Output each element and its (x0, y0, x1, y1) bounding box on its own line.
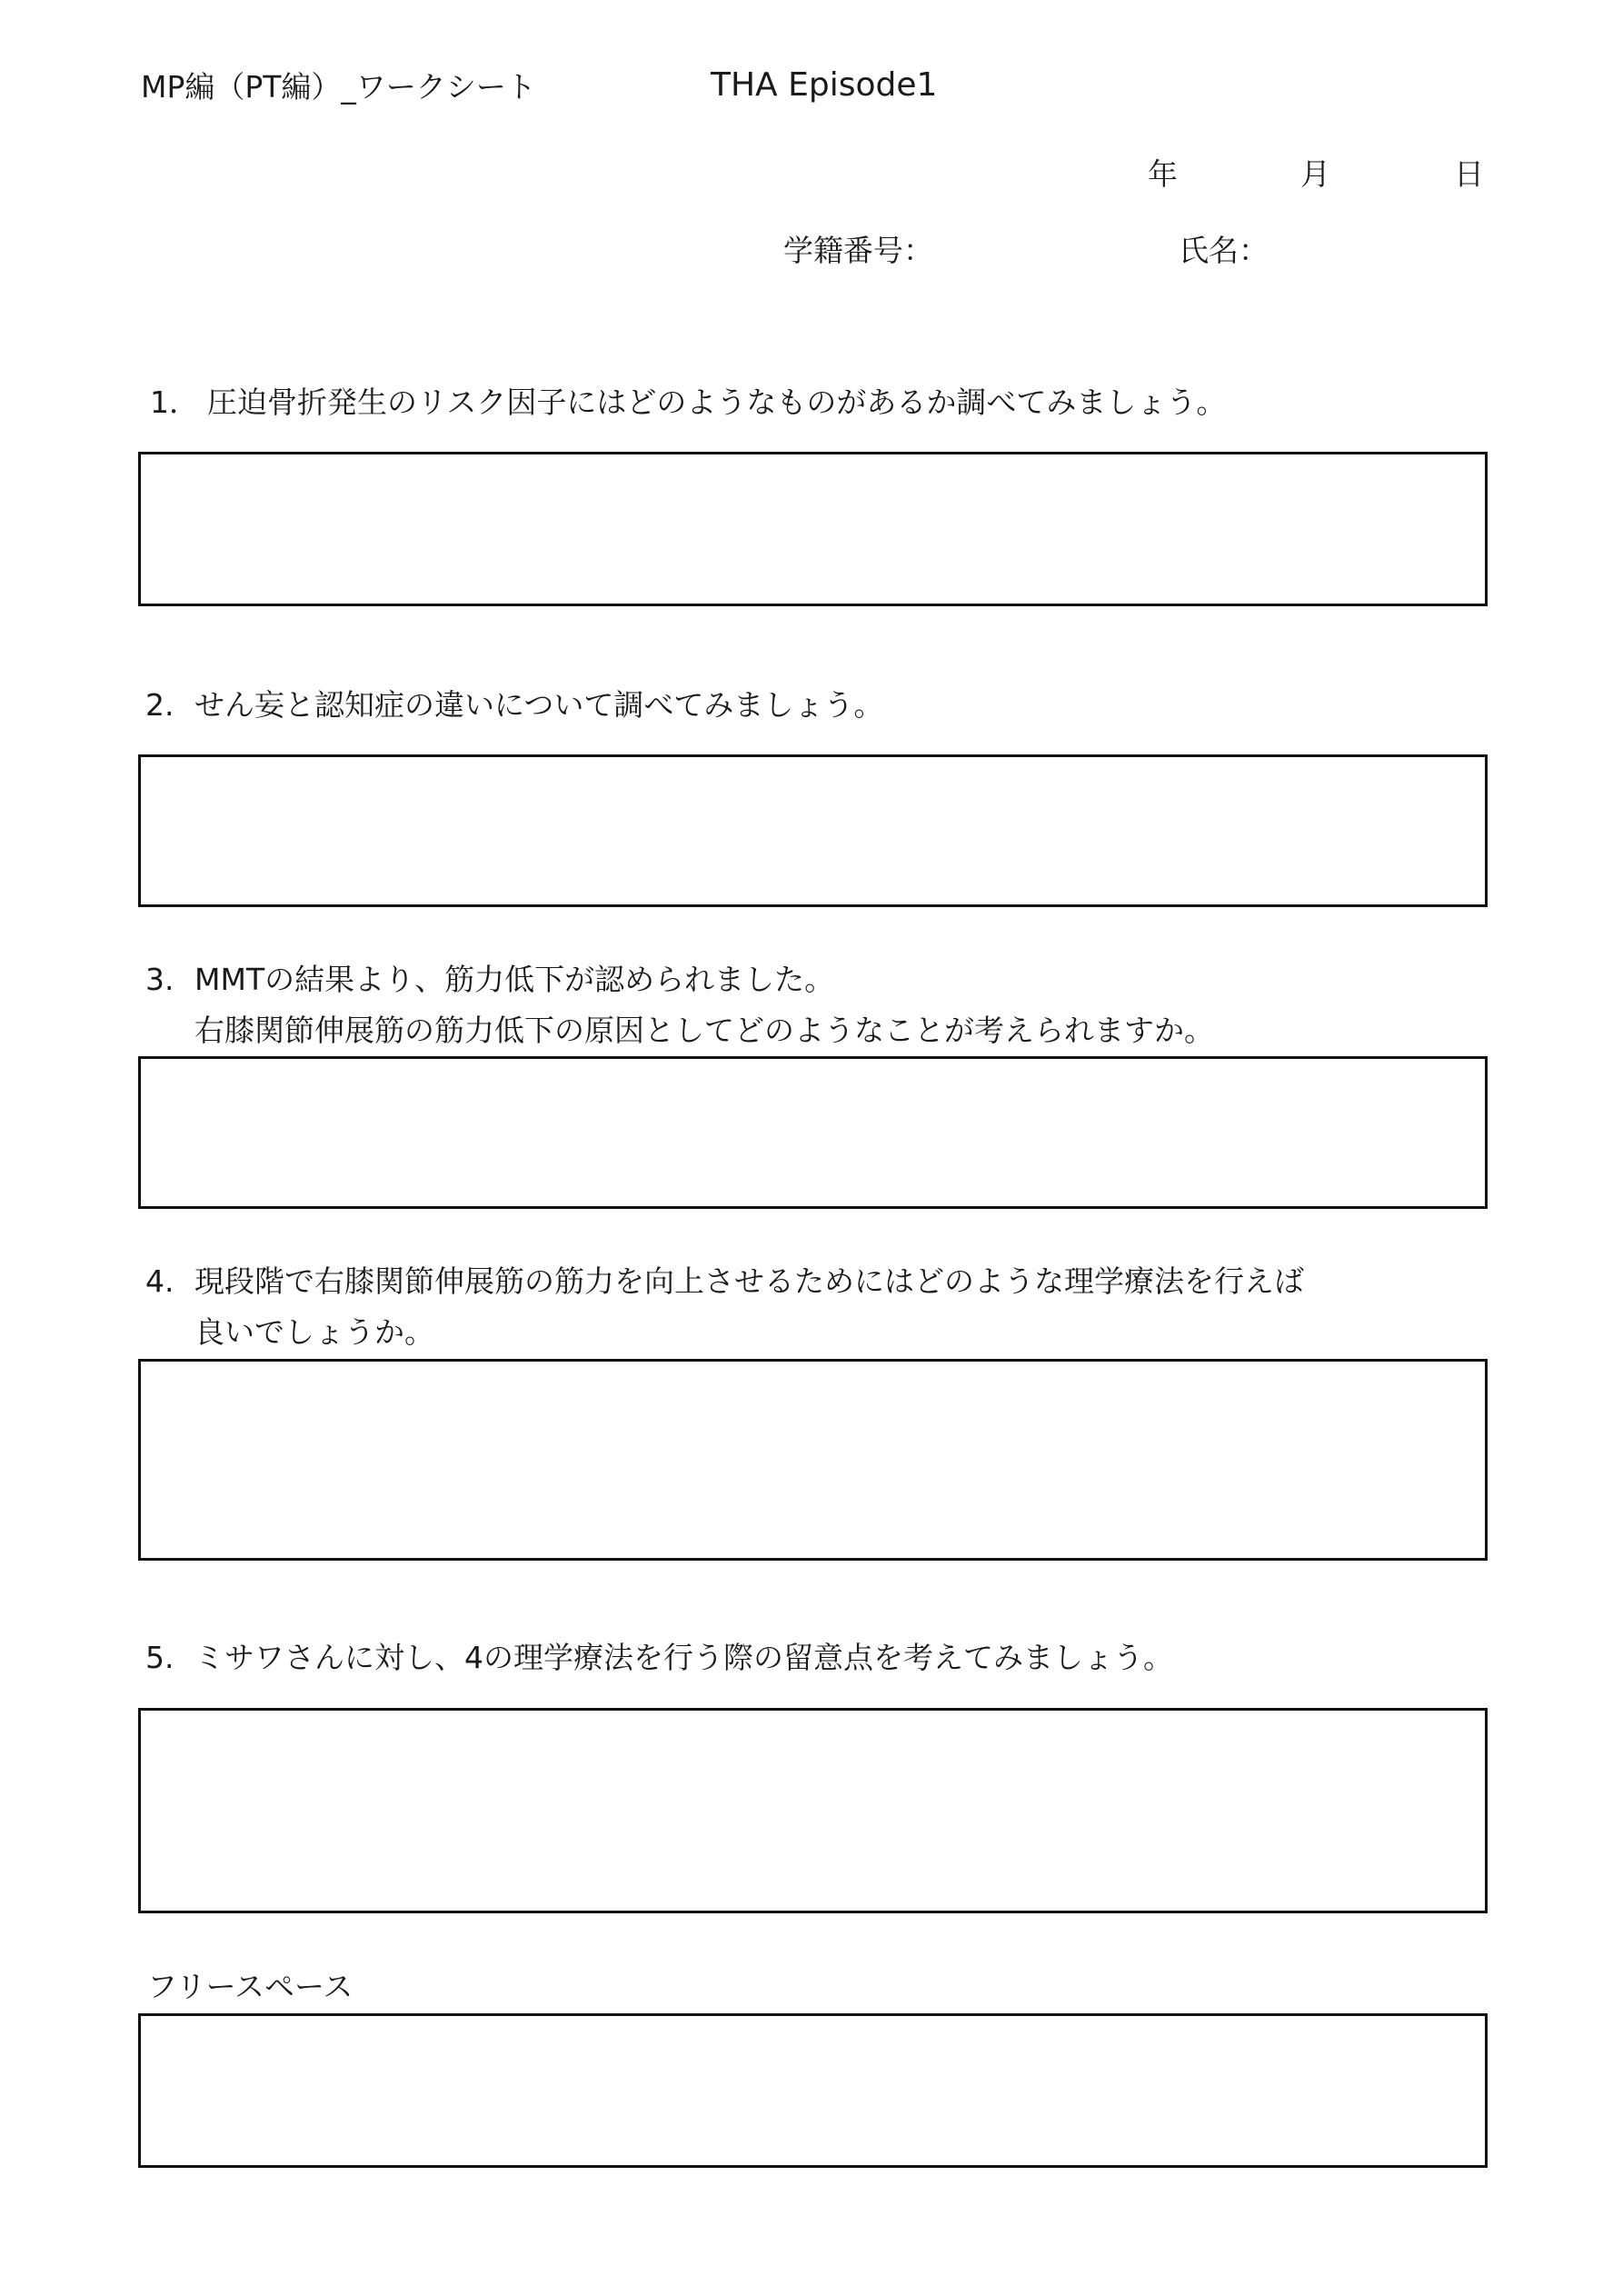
answer-box-2[interactable] (138, 754, 1488, 907)
question-5-text: ミサワさんに対し、4の理学療法を行う際の留意点を考えてみましょう。 (194, 1640, 1173, 1675)
worksheet-title: MP編（PT編）_ワークシート (141, 69, 536, 105)
question-1-text: 圧迫骨折発生のリスク因子にはどのようなものがあるか調べてみましょう。 (207, 384, 1227, 420)
question-2-number: 2. (145, 687, 174, 723)
question-4-number: 4. (145, 1263, 174, 1299)
date-year-label: 年 (1148, 156, 1178, 192)
date-day-label: 日 (1454, 156, 1484, 192)
answer-box-3[interactable] (138, 1056, 1488, 1209)
question-3-text-line-2: 右膝関節伸展筋の筋力低下の原因としてどのようなことが考えられますか。 (194, 1013, 1214, 1048)
date-month-label: 月 (1300, 156, 1330, 192)
question-1-number: 1． (150, 384, 199, 420)
question-5-number: 5. (145, 1640, 174, 1675)
answer-box-4[interactable] (138, 1359, 1488, 1561)
question-4-text-line-1: 現段階で右膝関節伸展筋の筋力を向上させるためにはどのような理学療法を行えば (194, 1263, 1304, 1299)
free-space-label: フリースペース (147, 1969, 353, 2004)
free-space-box[interactable] (138, 2013, 1488, 2168)
episode-title: THA Episode1 (711, 66, 938, 104)
student-id-label: 学籍番号： (783, 233, 933, 268)
answer-box-5[interactable] (138, 1708, 1488, 1913)
name-label: 氏名： (1179, 233, 1269, 268)
answer-box-1[interactable] (138, 452, 1488, 606)
question-4-text-line-2: 良いでしょうか。 (194, 1314, 434, 1350)
question-3-number: 3. (145, 962, 174, 997)
question-3-text-line-1: MMTの結果より、筋力低下が認められました。 (194, 962, 835, 997)
question-2-text: せん妄と認知症の違いについて調べてみましょう。 (194, 687, 884, 723)
